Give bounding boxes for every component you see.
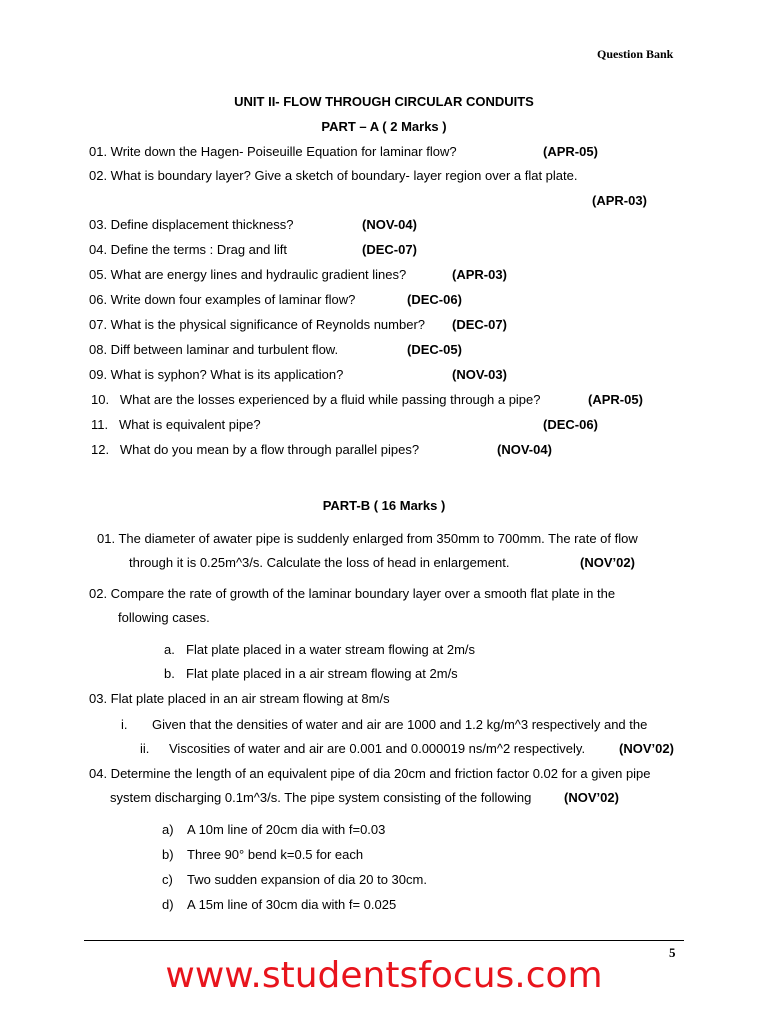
question-tag: (NOV-04)	[497, 442, 552, 457]
part-b-heading: PART-B ( 16 Marks )	[322, 498, 446, 513]
question-tag: (DEC-07)	[362, 242, 417, 257]
list-item: A 15m line of 30cm dia with f= 0.025	[187, 897, 397, 912]
question-text: 05. What are energy lines and hydraulic gradient lines?	[89, 267, 407, 282]
header-label: Question Bank	[597, 47, 674, 61]
list-item: Flat plate placed in a air stream flowing at 2m/s	[186, 666, 458, 681]
list-marker: c)	[162, 872, 173, 887]
list-marker: ii.	[140, 741, 150, 756]
footer-rule	[84, 940, 684, 941]
question-text: 01. Write down the Hagen- Poiseuille Equation for laminar flow?	[89, 144, 457, 159]
question-tag: (APR-03)	[592, 193, 647, 208]
question-text: 02. What is boundary layer? Give a sketch of boundary- layer region over a flat plate.	[89, 168, 578, 183]
question-text: following cases.	[118, 610, 210, 625]
question-text: 04. Determine the length of an equivalent pipe of dia 20cm and friction factor 0.02 for a given pipe	[89, 766, 651, 781]
question-text: 10. What are the losses experienced by a fluid while passing through a pipe?	[91, 392, 541, 407]
list-marker: i.	[121, 717, 128, 732]
question-tag: (APR-05)	[543, 144, 598, 159]
list-item: A 10m line of 20cm dia with f=0.03	[187, 822, 386, 837]
question-text: 04. Define the terms : Drag and lift	[89, 242, 287, 257]
question-tag: (DEC-07)	[452, 317, 507, 332]
question-text: system discharging 0.1m^3/s. The pipe system consisting of the following	[110, 790, 532, 805]
list-marker: a.	[164, 642, 175, 657]
question-text: 11. What is equivalent pipe?	[91, 417, 261, 432]
list-marker: b.	[164, 666, 175, 681]
question-tag: (DEC-05)	[407, 342, 462, 357]
list-item: Two sudden expansion of dia 20 to 30cm.	[187, 872, 427, 887]
list-marker: a)	[162, 822, 174, 837]
question-tag: (NOV-03)	[452, 367, 507, 382]
list-marker: d)	[162, 897, 174, 912]
question-tag: (APR-03)	[452, 267, 507, 282]
website-watermark: www.studentsfocus.com	[165, 955, 603, 996]
question-tag: (APR-05)	[588, 392, 643, 407]
question-text: 07. What is the physical significance of Reynolds number?	[89, 317, 426, 332]
unit-title: UNIT II- FLOW THROUGH CIRCULAR CONDUITS	[234, 94, 534, 109]
question-text: 08. Diff between laminar and turbulent flow.	[89, 342, 339, 357]
part-a-heading: PART – A ( 2 Marks )	[321, 119, 447, 134]
question-tag: (NOV-04)	[362, 217, 417, 232]
list-item: Viscosities of water and air are 0.001 and 0.000019 ns/m^2 respectively.	[169, 741, 586, 756]
question-tag: (NOV’02)	[580, 555, 635, 570]
question-text: 03. Flat plate placed in an air stream flowing at 8m/s	[89, 691, 390, 706]
question-text: 12. What do you mean by a flow through parallel pipes?	[91, 442, 420, 457]
question-text: through it is 0.25m^3/s. Calculate the loss of head in enlargement.	[129, 555, 510, 570]
list-item: Three 90° bend k=0.5 for each	[187, 847, 364, 862]
question-tag: (DEC-06)	[407, 292, 462, 307]
list-item: Given that the densities of water and air are 1000 and 1.2 kg/m^3 respectively and the	[152, 717, 648, 732]
question-tag: (NOV’02)	[564, 790, 619, 805]
question-text: 03. Define displacement thickness?	[89, 217, 294, 232]
question-text: 01. The diameter of awater pipe is suddenly enlarged from 350mm to 700mm. The rate of flow	[97, 531, 638, 546]
page-number: 5	[669, 945, 676, 960]
question-tag: (DEC-06)	[543, 417, 598, 432]
question-text: 06. Write down four examples of laminar flow?	[89, 292, 356, 307]
question-tag: (NOV’02)	[619, 741, 674, 756]
list-marker: b)	[162, 847, 174, 862]
question-text: 09. What is syphon? What is its application?	[89, 367, 344, 382]
question-text: 02. Compare the rate of growth of the laminar boundary layer over a smooth flat plate in the	[89, 586, 616, 601]
list-item: Flat plate placed in a water stream flowing at 2m/s	[186, 642, 476, 657]
